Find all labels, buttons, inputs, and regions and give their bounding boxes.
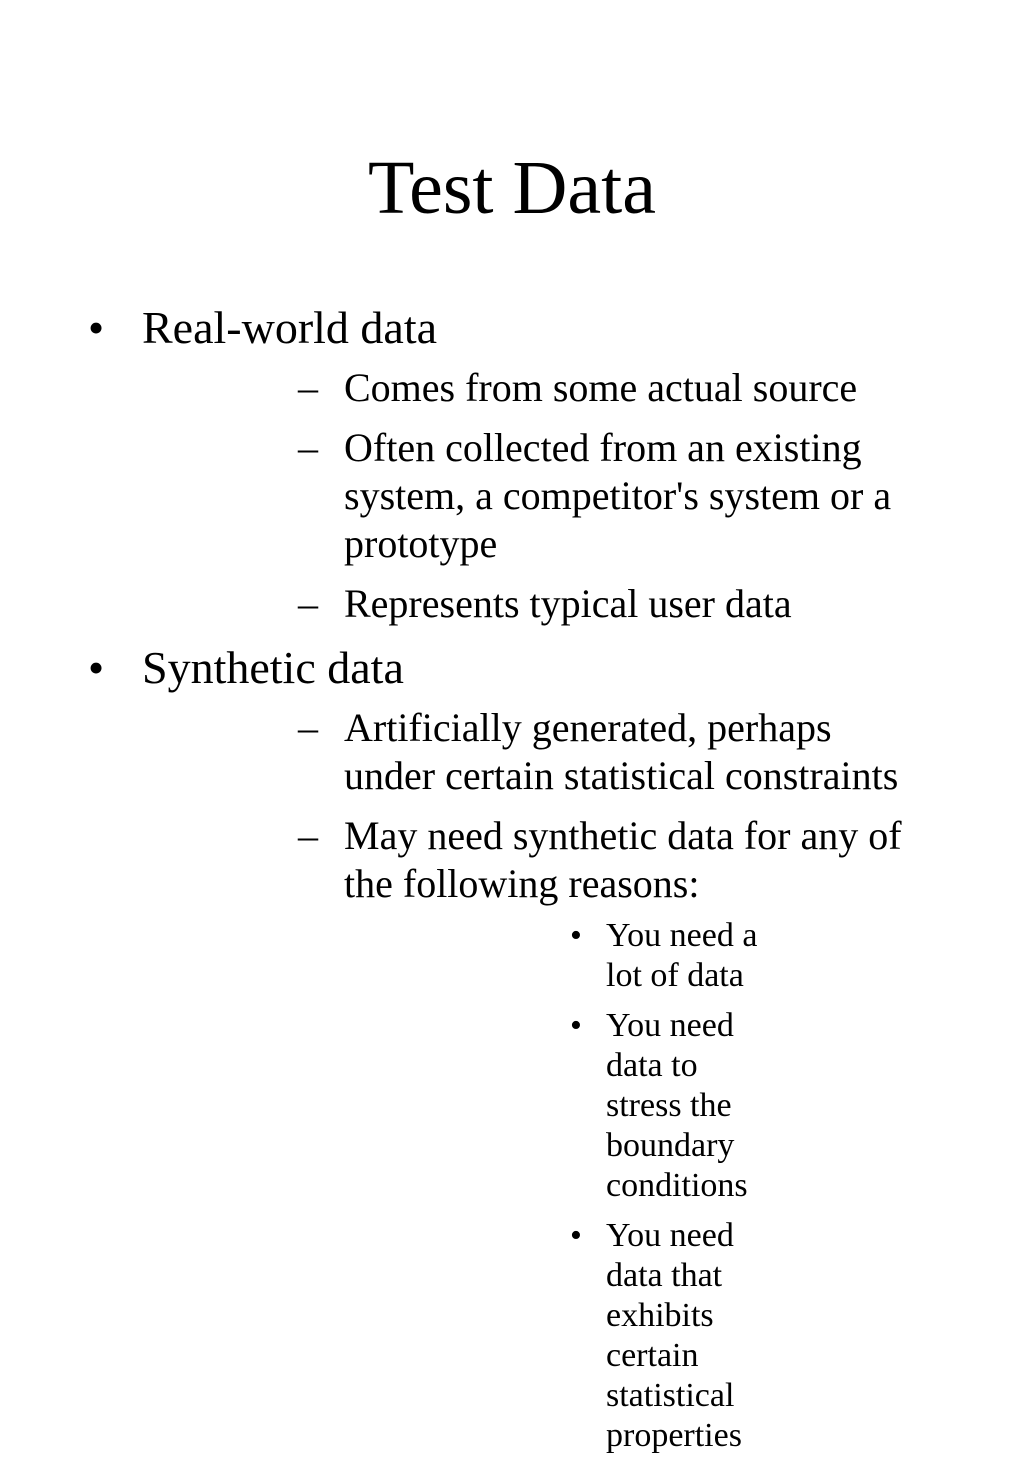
sub-sub-list xyxy=(344,916,924,1456)
slide-title: Test Data xyxy=(367,146,656,230)
bullet-list xyxy=(0,300,1024,1456)
sub-item xyxy=(142,364,1024,412)
sub-item-text: Represents typical user data xyxy=(344,581,792,626)
sub-sub-item xyxy=(344,916,924,996)
slide-content xyxy=(0,300,1024,1468)
dash-icon: – xyxy=(298,813,318,858)
sub-sub-item xyxy=(344,1216,924,1456)
sub-item-text: May need synthetic data for any of the following reasons: xyxy=(344,813,902,906)
sub-item xyxy=(142,704,1024,800)
sub-item-text: Artificially generated, perhaps under certain statistical constraints xyxy=(344,705,899,798)
sub-sub-item-text: You need data that exhibits certain statistical properties xyxy=(606,1217,742,1454)
dash-icon: – xyxy=(298,705,318,750)
bullet-icon: • xyxy=(570,917,582,954)
bullet-icon: • xyxy=(88,302,105,353)
sub-sub-item-text: You need a lot of data xyxy=(606,917,758,994)
sub-sub-item xyxy=(344,1006,924,1206)
sub-item-text: Comes from some actual source xyxy=(344,365,858,410)
bullet-text: Real-world data xyxy=(142,302,438,353)
sub-list xyxy=(142,704,1024,1456)
sub-item xyxy=(142,580,1024,628)
bullet-item-synthetic-data xyxy=(0,640,1024,1456)
sub-item xyxy=(142,424,1024,568)
bullet-icon: • xyxy=(570,1007,582,1044)
bullet-text: Synthetic data xyxy=(142,642,404,693)
bullet-icon: • xyxy=(570,1217,582,1254)
bullet-icon: • xyxy=(88,642,105,693)
sub-list xyxy=(142,364,1024,628)
dash-icon: – xyxy=(298,365,318,410)
sub-item-text: Often collected from an existing system, a competitor's system or a prototype xyxy=(344,425,892,566)
dash-icon: – xyxy=(298,581,318,626)
sub-sub-item-text: You need data to stress the boundary conditions xyxy=(606,1007,748,1204)
dash-icon: – xyxy=(298,425,318,470)
bullet-item-real-world-data xyxy=(0,300,1024,628)
sub-item xyxy=(142,812,1024,1456)
